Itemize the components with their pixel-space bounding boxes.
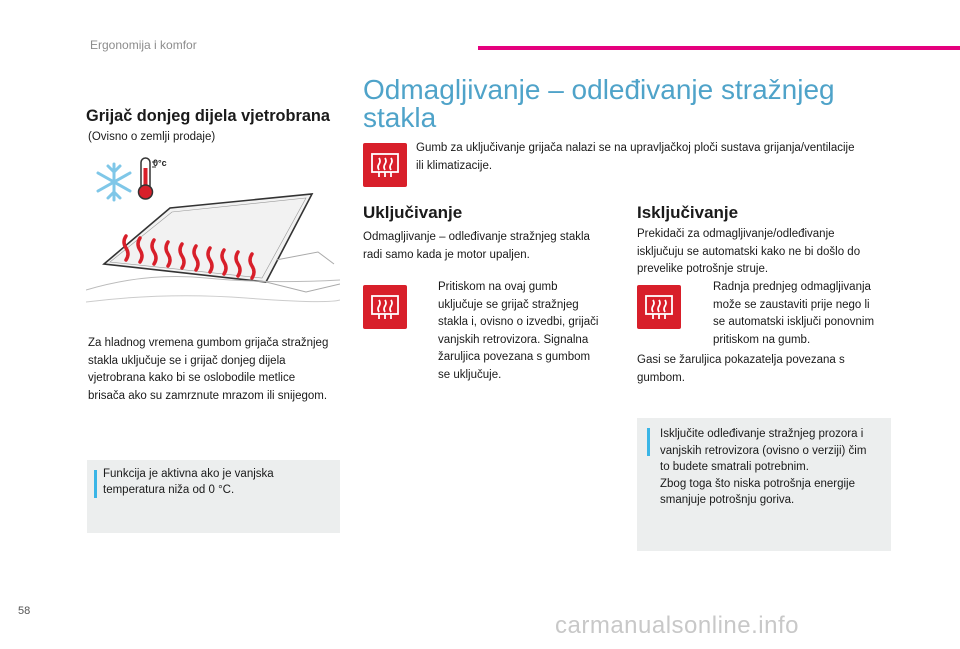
left-subtitle: (Ovisno o zemlji prodaje) xyxy=(88,131,216,143)
note-line: smanjuje potrošnju goriva. xyxy=(660,494,795,506)
off-heading: Isključivanje xyxy=(637,203,739,222)
windscreen-heater-graphic xyxy=(86,152,340,322)
left-body-line: brisača ako su zamrznute mrazom ili snijegom. xyxy=(88,389,328,402)
off-body2-line: gumbom. xyxy=(637,371,685,384)
left-note xyxy=(87,460,340,533)
note-line: Isključite odleđivanje stražnjeg prozora i xyxy=(660,428,864,440)
left-body-line: stakla uključuje se i grijač donjeg dijela xyxy=(88,354,286,367)
note-line: to budete smatrali potrebnim. xyxy=(660,461,809,473)
on-heading: Uključivanje xyxy=(363,203,463,222)
snowflake-icon xyxy=(98,164,130,200)
off-body-line: prevelike potrošnje struje. xyxy=(637,263,769,275)
bullet-line: može se zaustaviti prije nego li xyxy=(713,298,870,311)
main-title-line: Odmagljivanje – odleđivanje stražnjeg xyxy=(363,74,835,105)
left-heading: Grijač donjeg dijela vjetrobrana xyxy=(86,106,330,125)
windscreen-illustration xyxy=(86,152,340,322)
note-marker xyxy=(647,428,650,456)
on-body xyxy=(363,229,623,264)
front-defog-button-icon xyxy=(637,285,681,329)
left-body-line: Za hladnog vremena gumbom grijača stražnjeg xyxy=(88,337,329,349)
note-line: Funkcija je aktivna ako je vanjska xyxy=(103,468,274,480)
off-note xyxy=(637,418,891,551)
off-body2-line: Gasi se žaruljica pokazatelja povezana s xyxy=(637,354,845,366)
bullet-line: Pritiskom na ovaj gumb xyxy=(438,281,558,293)
main-intro xyxy=(416,140,896,175)
header-accent-bar xyxy=(478,46,960,50)
off-body2 xyxy=(637,352,897,387)
bullet-line: stakla i, ovisno o izvedbi, grijači xyxy=(438,316,599,328)
bullet-line: Radnja prednjeg odmagljivanja xyxy=(713,281,871,293)
main-title xyxy=(363,76,883,132)
main-title-line: stakla xyxy=(363,102,437,133)
off-body-line: Prekidači za odmagljivanje/odleđivanje xyxy=(637,228,835,240)
on-body-line: radi samo kada je motor upaljen. xyxy=(363,248,530,261)
on-body-line: Odmagljivanje – odleđivanje stražnjeg stakla xyxy=(363,231,590,243)
bullet-line: vanjskih retrovizora. Signalna xyxy=(438,333,589,346)
note-line: vanjskih retrovizora (ovisno o verziji) čim xyxy=(660,444,867,457)
rear-defrost-button-icon xyxy=(363,285,407,329)
intro-line: ili klimatizacije. xyxy=(416,159,493,172)
on-bullet-text xyxy=(438,279,618,384)
off-bullet-text xyxy=(713,279,893,349)
left-body-line: vjetrobrana kako bi se oslobodile metlice xyxy=(88,372,296,384)
rear-defrost-button-icon xyxy=(363,143,407,187)
temp-label: 0°c xyxy=(153,158,167,168)
section-title: Ergonomija i komfor xyxy=(90,38,197,52)
note-line: Zbog toga što niska potrošnja energije xyxy=(660,477,855,490)
off-body-line: isključuju se automatski kako ne bi došlo do xyxy=(637,245,861,258)
bullet-line: uključuje se grijač stražnjeg xyxy=(438,298,579,311)
intro-line: Gumb za uključivanje grijača nalazi se na upravljačkoj ploči sustava grijanja/ventilacije xyxy=(416,142,855,154)
bullet-line: se uključuje. xyxy=(438,368,502,381)
note-line: temperatura niža od 0 °C. xyxy=(103,484,235,496)
bullet-line: pritiskom na gumb. xyxy=(713,333,811,346)
off-body xyxy=(637,226,897,279)
bullet-line: žaruljica povezana s gumbom xyxy=(438,351,591,363)
watermark: carmanualsonline.info xyxy=(555,612,799,639)
left-body xyxy=(88,335,348,405)
note-marker xyxy=(94,470,97,498)
page-number: 58 xyxy=(18,605,31,617)
bullet-line: se automatski isključi ponovnim xyxy=(713,316,875,328)
